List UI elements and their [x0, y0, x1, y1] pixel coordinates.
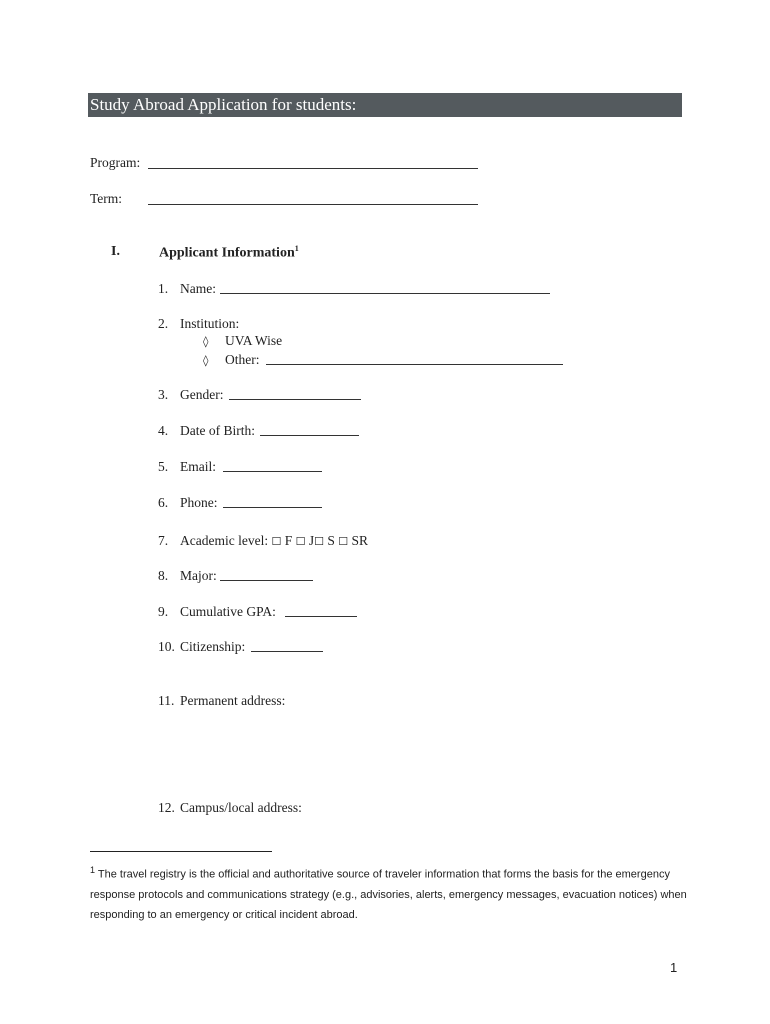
phone-label: Phone:	[180, 495, 218, 510]
diamond-bullet-icon: ◊	[203, 354, 209, 367]
gender-label: Gender:	[180, 387, 224, 402]
checkbox-j[interactable]: ☐	[295, 535, 306, 548]
institution-label: Institution:	[180, 316, 240, 331]
email-label: Email:	[180, 459, 216, 474]
footnote-reference: 1	[294, 244, 299, 253]
item-number: 9.	[158, 604, 169, 619]
option-s-label: S	[327, 533, 335, 548]
institution-row	[158, 316, 239, 332]
item-number: 3.	[158, 387, 169, 402]
section-number: I.	[111, 244, 120, 259]
option-uva-label: UVA Wise	[225, 333, 283, 348]
option-sr-label: SR	[351, 533, 369, 548]
item-number: 8.	[158, 568, 169, 583]
section-title-text: Applicant Information	[159, 245, 295, 261]
program-row	[90, 155, 140, 171]
item-number: 6.	[158, 495, 169, 510]
item-number: 2.	[158, 316, 169, 331]
option-other-label: Other:	[225, 352, 260, 367]
item-number: 12.	[158, 800, 175, 815]
item-number: 11.	[158, 693, 175, 708]
institution-option-uva[interactable]	[203, 333, 282, 350]
dob-field[interactable]	[260, 435, 359, 436]
checkbox-sr[interactable]: ☐	[338, 535, 349, 548]
permanent-address-row[interactable]	[158, 693, 285, 709]
item-number: 7.	[158, 533, 169, 548]
citizenship-field[interactable]	[251, 651, 323, 652]
program-field[interactable]	[148, 168, 478, 169]
option-j-label: J	[308, 533, 315, 548]
footnote-marker: 1	[90, 865, 96, 875]
name-field[interactable]	[220, 293, 550, 294]
citizenship-row	[158, 639, 245, 655]
checkbox-f[interactable]: ☐	[271, 535, 282, 548]
academic-row	[158, 533, 368, 550]
name-row	[158, 281, 216, 297]
gender-field[interactable]	[229, 399, 361, 400]
diamond-bullet-icon: ◊	[203, 335, 209, 348]
institution-option-other[interactable]	[203, 352, 260, 369]
form-title: Study Abroad Application for students:	[88, 93, 682, 117]
gpa-row	[158, 604, 276, 620]
option-f-label: F	[284, 533, 293, 548]
major-label: Major:	[180, 568, 217, 583]
campus-address-row[interactable]	[158, 800, 302, 816]
major-row	[158, 568, 217, 584]
item-number: 1.	[158, 281, 169, 296]
footnote	[90, 860, 690, 925]
phone-field[interactable]	[223, 507, 322, 508]
term-row	[90, 191, 122, 207]
item-number: 10.	[158, 639, 175, 654]
program-label: Program:	[90, 155, 141, 170]
item-number: 4.	[158, 423, 169, 438]
major-field[interactable]	[220, 580, 313, 581]
campus-address-label: Campus/local address:	[180, 800, 302, 815]
email-field[interactable]	[223, 471, 322, 472]
page-number: 1	[670, 960, 678, 975]
academic-label: Academic level:	[180, 533, 269, 548]
checkbox-s[interactable]: ☐	[314, 535, 324, 548]
footnote-divider	[90, 851, 272, 852]
gpa-label: Cumulative GPA:	[180, 604, 276, 619]
name-label: Name:	[180, 281, 216, 296]
email-row	[158, 459, 216, 475]
term-label: Term:	[90, 191, 123, 206]
item-number: 5.	[158, 459, 169, 474]
other-institution-field[interactable]	[266, 364, 563, 365]
term-field[interactable]	[148, 204, 478, 205]
gender-row	[158, 387, 223, 403]
citizenship-label: Citizenship:	[180, 639, 246, 654]
section-title	[159, 244, 299, 262]
permanent-address-label: Permanent address:	[180, 693, 286, 708]
dob-row	[158, 423, 255, 439]
footnote-text: The travel registry is the official and authoritative source of traveler information that forms the basis for the emergency response protocols and communications strategy (e.g., advisories, alerts, emergency messages, evacuation notices) when responding to an emergency or critical incident abroad.	[90, 868, 687, 921]
gpa-field[interactable]	[285, 616, 357, 617]
dob-label: Date of Birth:	[180, 423, 255, 438]
phone-row	[158, 495, 218, 511]
